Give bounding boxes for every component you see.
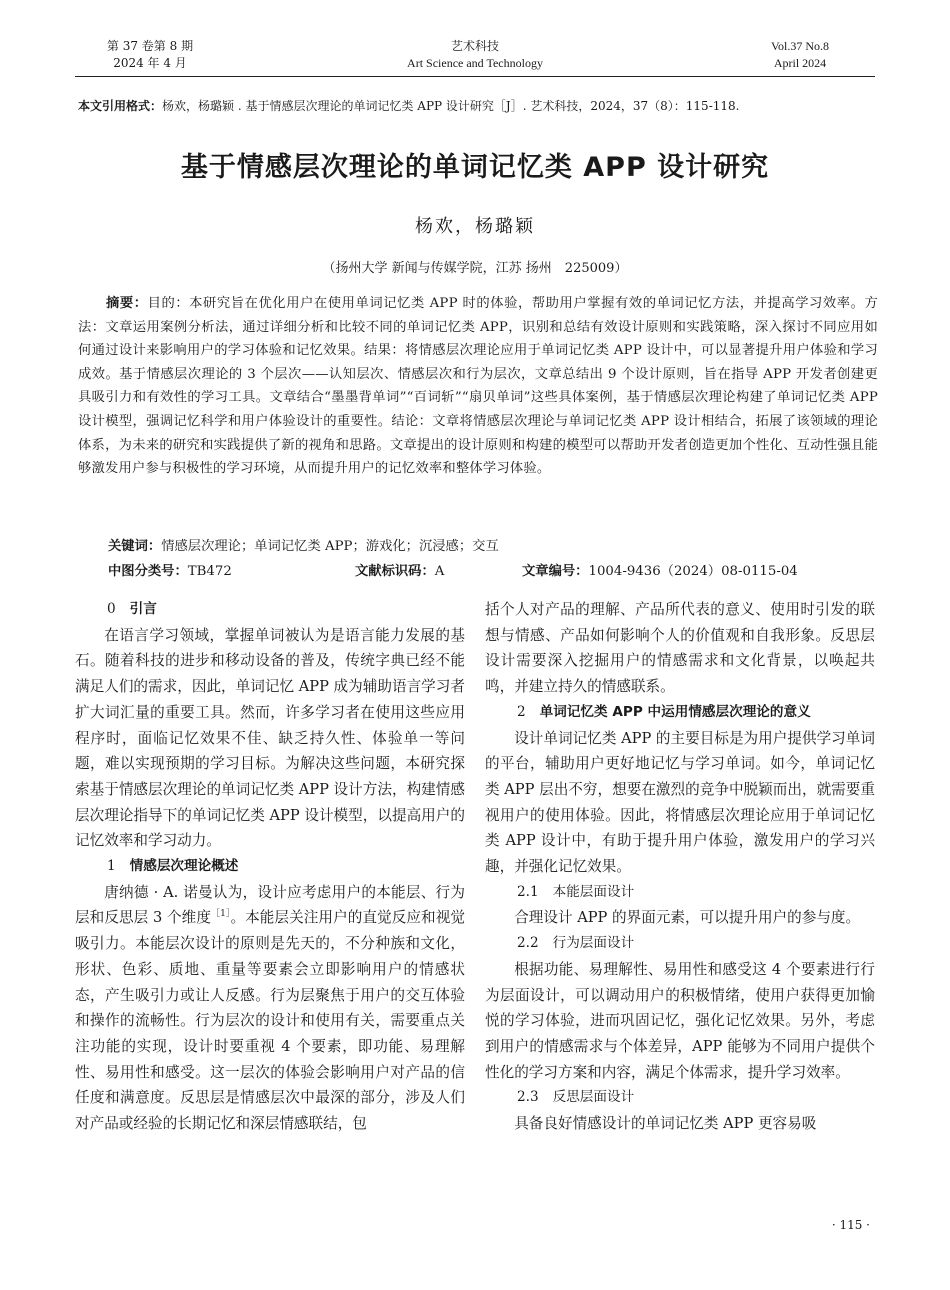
abstract-text: 目的：本研究旨在优化用户在使用单词记忆类 APP 时的体验，帮助用户掌握有效的单词记忆方法，并提高学习效率。方法：文章运用案例分析法，通过详细分析和比较不同的单词记忆类 APP，识别和总结有效设计原则和实践策略，深入探讨不同应用如何通过设计来影响用户的学习体验和记忆效果。结果：将情感层次理论应用于单词记忆类 APP 设计中，可以显著提升用户体验和学习成效。基于情感层次理论的 3 个层次——认知层次、情感层次和行为层次，文章总结出 9 个设计原则，旨在指导 APP 开发者创建更具吸引力和有效性的学习工具。文章结合“墨墨背单词”“百词斩”“扇贝单词”这些具体案例，基于情感层次理论构建了单词记忆类 APP 设计模型，强调记忆科学和用户体验设计的重要性。结论：文章将情感层次理论与单词记忆类 APP 设计相结合，拓展了该领域的理论体系，为未来的研究和实践提供了新的视角和思路。文章提出的设计原则和构建的模型可以帮助开发者创造更加个性化、互动性强且能够激发用户参与积极性的学习环境，从而提升用户的记忆效率和整体学习体验。 bbox=[78, 296, 878, 477]
clc-label: 中图分类号： bbox=[108, 564, 188, 579]
journal-name-cn: 艺术科技 bbox=[450, 39, 499, 53]
section-title: 引言 bbox=[129, 601, 157, 617]
citation-label: 本文引用格式： bbox=[78, 99, 163, 113]
paragraph bbox=[75, 880, 465, 1137]
section-heading-introduction bbox=[75, 597, 465, 623]
section-number: 0 bbox=[107, 601, 116, 617]
issue-date: 2024 年 4 月 bbox=[113, 56, 187, 70]
document-code-label: 文献标识码： bbox=[355, 564, 435, 579]
section-number: 2 bbox=[517, 703, 526, 720]
page-number: · 115 · bbox=[831, 1218, 870, 1232]
section-number: 1 bbox=[107, 858, 116, 875]
reference-mark: ［1］ bbox=[211, 909, 231, 920]
article-number-value: 1004-9436（2024）08-0115-04 bbox=[588, 564, 798, 579]
author-affiliation: （扬州大学 新闻与传媒学院，江苏 扬州 225009） bbox=[322, 261, 628, 276]
left-column bbox=[75, 597, 465, 1137]
journal-name bbox=[340, 38, 610, 72]
citation-text: 杨欢，杨璐颖 . 基于情感层次理论的单词记忆类 APP 设计研究［J］. 艺术科技，2024，37（8）：115-118. bbox=[162, 99, 740, 113]
document-code bbox=[355, 562, 444, 582]
paper-title: 基于情感层次理论的单词记忆类 APP 设计研究 bbox=[180, 152, 770, 183]
abstract-label: 摘要： bbox=[106, 296, 148, 311]
section-title: 单词记忆类 APP 中运用情感层次理论的意义 bbox=[539, 703, 811, 720]
paragraph: 在语言学习领域，掌握单词被认为是语言能力发展的基石。随着科技的进步和移动设备的普及，传统字典已经不能满足人们的需求，因此，单词记忆 APP 成为辅助语言学习者扩大词汇量的重要工具。然而，许多学习者在使用这些应用程序时，面临记忆效果不佳、缺乏持久性、体验单一等问题，难以实现预期的学习目标。为解决这些问题，本研究探索基于情感层次理论的单词记忆类 APP 设计方法，构建情感层次理论指导下的单词记忆类 APP 设计模型，以提高用户的记忆效率和学习动力。 bbox=[75, 626, 465, 850]
subsection-number: 2.3 bbox=[517, 1089, 539, 1106]
subsection-heading-reflective bbox=[485, 1085, 875, 1111]
section-heading-theory bbox=[75, 854, 465, 880]
keywords-text: 情感层次理论；单词记忆类 APP；游戏化；沉浸感；交互 bbox=[161, 539, 499, 554]
journal-volume-info-en bbox=[745, 38, 855, 72]
journal-name-en: Art Science and Technology bbox=[407, 56, 543, 70]
article-number-label: 文章编号： bbox=[522, 564, 589, 579]
document-code-value: A bbox=[434, 564, 445, 579]
paragraph: 设计单词记忆类 APP 的主要目标是为用户提供学习单词的平台，辅助用户更好地记忆与学习单词。如今，单词记忆类 APP 层出不穷，想要在激烈的竞争中脱颖而出，就需要重视用户的使用体验。因此，将情感层次理论应用于单词记忆类 APP 设计中，有助于提升用户体验，激发用户的学习兴趣，并强化记忆效果。 bbox=[485, 729, 875, 876]
volume-issue: 第 37 卷第 8 期 bbox=[106, 39, 194, 53]
keywords-label: 关键词： bbox=[108, 539, 162, 554]
paragraph: 根据功能、易理解性、易用性和感受这 4 个要素进行行为层面设计，可以调动用户的积极情绪，使用户获得更加愉悦的学习体验，进而巩固记忆，强化记忆效果。另外，考虑到用户的情感需求与个体差异，APP 能够为不同用户提供个性化的学习方案和内容，满足个体需求，提升学习效率。 bbox=[485, 960, 875, 1081]
section-heading-significance bbox=[485, 700, 875, 726]
subsection-title: 反思层面设计 bbox=[552, 1089, 635, 1106]
paragraph: 具备良好情感设计的单词记忆类 APP 更容易吸 bbox=[514, 1115, 817, 1133]
article-number bbox=[522, 562, 798, 582]
subsection-heading-visceral bbox=[485, 880, 875, 906]
header-rule bbox=[75, 76, 875, 77]
abstract bbox=[78, 292, 878, 481]
citation-format bbox=[78, 98, 878, 114]
clc-number bbox=[108, 562, 232, 582]
volume-issue-en: Vol.37 No.8 bbox=[770, 39, 830, 53]
paragraph-continued: 括个人对产品的理解、产品所代表的意义、使用时引发的联想与情感、产品如何影响个人的价值观和自我形象。反思层设计需要深入挖掘用户的情感需求和文化背景，以唤起共鸣，并建立持久的情感联系。 bbox=[485, 601, 875, 696]
subsection-number: 2.2 bbox=[517, 935, 539, 952]
subsection-title: 本能层面设计 bbox=[552, 883, 635, 900]
issue-date-en: April 2024 bbox=[773, 56, 827, 70]
clc-value: TB472 bbox=[187, 564, 232, 579]
right-column bbox=[485, 597, 875, 1137]
paragraph: 合理设计 APP 的界面元素，可以提升用户的参与度。 bbox=[514, 909, 861, 927]
subsection-heading-behavioral bbox=[485, 931, 875, 957]
subsection-number: 2.1 bbox=[517, 883, 539, 900]
subsection-title: 行为层面设计 bbox=[552, 935, 635, 952]
journal-volume-info bbox=[95, 38, 205, 72]
paragraph-text: 。本能层关注用户的直觉反应和视觉吸引力。本能层次设计的原则是先天的，不分种族和文化，形状、色彩、质地、重量等要素会立即影响用户的情感状态，产生吸引力或让人反感。行为层聚焦于用户的交互体验和操作的流畅性。行为层次的设计和使用有关，需要重点关注功能的实现，设计时要重视 4 个要素，即功能、易理解性、易用性和感受。这一层次的体验会影响用户对产品的信任度和满意度。反思层是情感层次中最深的部分，涉及人们对产品或经验的长期记忆和深层情感联结，包 bbox=[75, 909, 465, 1133]
paper-authors: 杨欢，杨璐颖 bbox=[415, 216, 535, 237]
paragraph-text: 唐纳德 · A. 诺曼认为，设计应考虑用户的本能层、行为层和反思层 3 个维度 bbox=[75, 883, 465, 927]
section-title: 情感层次理论概述 bbox=[129, 858, 239, 875]
keywords bbox=[108, 537, 499, 557]
